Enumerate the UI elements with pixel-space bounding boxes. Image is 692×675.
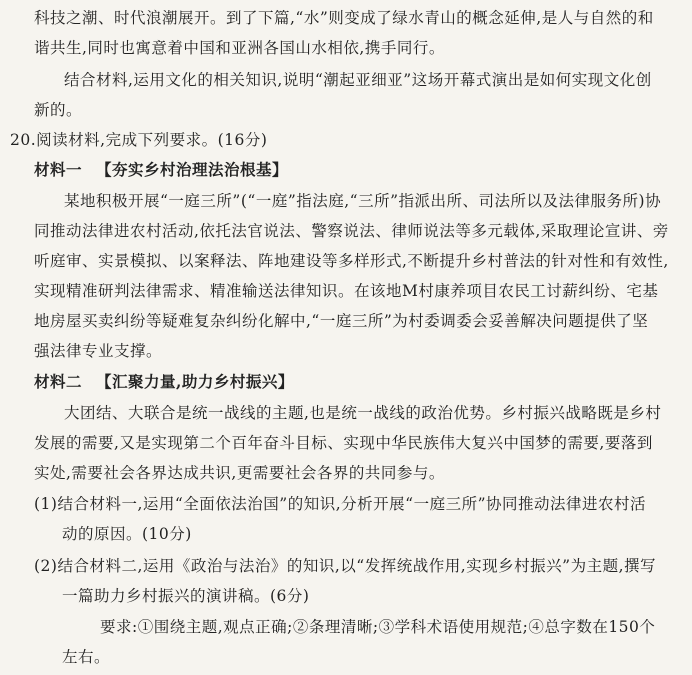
sub-question-1-line-1: (1)结合材料一,运用“全面依法治国”的知识,分析开展“一庭三所”协同推动法律进农村活 <box>34 495 647 513</box>
material-1-line: 地房屋买卖纠纷等疑难复杂纠纷化解中,“一庭三所”为村委调委会妥善解决问题提供了坚 <box>34 312 649 330</box>
prev-text-line-1: 科技之潮、时代浪潮展开。到了下篇,“水”则变成了绿水青山的概念延伸,是人与自然的和 <box>34 9 654 27</box>
material-1-title: 【夯实乡村治理法治根基】 <box>96 160 289 179</box>
sub-question-2-line-2: 一篇助力乡村振兴的演讲稿。(6分) <box>62 587 310 605</box>
prev-text-line-2: 谐共生,同时也寓意着中国和亚洲各国山水相依,携手同行。 <box>34 39 445 57</box>
material-2-line: 大团结、大联合是统一战线的主题,也是统一战线的政治优势。乡村振兴战略既是乡村 <box>64 404 662 422</box>
question-20-header: 20.阅读材料,完成下列要求。(16分) <box>10 131 268 149</box>
material-1-line: 听庭审、实景模拟、以案释法、阵地建设等多样形式,不断提升乡村普法的针对性和有效性, <box>34 252 669 270</box>
prev-question-line-2: 新的。 <box>34 101 83 119</box>
material-1-label: 材料一 <box>34 160 83 179</box>
material-1-line: 某地积极开展“一庭三所”(“一庭”指法庭,“三所”指派出所、司法所以及法律服务所)协 <box>64 192 662 210</box>
requirements-line-1: 要求:①围绕主题,观点正确;②条理清晰;③学科术语使用规范;④总字数在150个 <box>100 618 656 636</box>
material-2-line: 发展的需要,又是实现第二个百年奋斗目标、实现中华民族伟大复兴中国梦的需要,要落到 <box>34 434 653 452</box>
requirements-line-2: 左右。 <box>62 648 111 666</box>
material-2-line: 实处,需要社会各界达成共识,更需要社会各界的共同参与。 <box>34 464 445 482</box>
prev-question-line-1: 结合材料,运用文化的相关知识,说明“潮起亚细亚”这场开幕式演出是如何实现文化创 <box>64 71 652 89</box>
material-1-line: 强法律专业支撑。 <box>34 342 163 360</box>
material-2-heading <box>34 372 294 392</box>
sub-question-1-line-2: 动的原因。(10分) <box>62 525 192 543</box>
material-2-label: 材料二 <box>34 372 83 391</box>
material-1-line: 同推动法律进农村活动,依托法官说法、警察说法、律师说法等多元载体,采取理论宣讲、旁 <box>34 222 669 240</box>
material-1-heading <box>34 160 288 180</box>
sub-question-2-line-1: (2)结合材料二,运用《政治与法治》的知识,以“发挥统战作用,实现乡村振兴”为主题,撰写 <box>34 557 657 575</box>
material-1-line: 实现精准研判法律需求、精准输送法律知识。在该地M村康养项目农民工讨薪纠纷、宅基 <box>34 282 659 300</box>
material-2-title: 【汇聚力量,助力乡村振兴】 <box>96 372 294 391</box>
